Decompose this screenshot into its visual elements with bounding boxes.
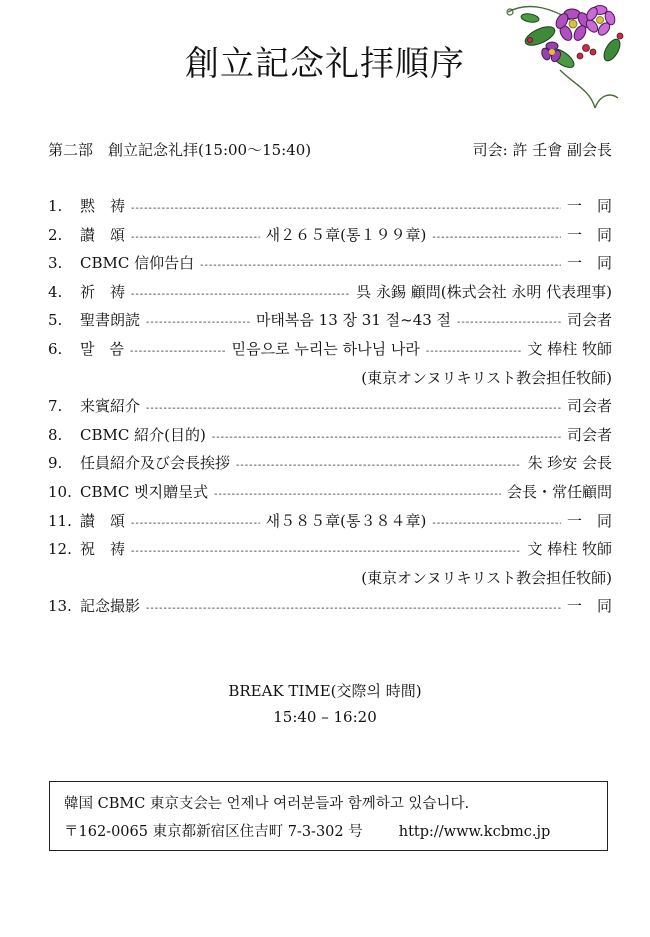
leader-dots <box>212 426 561 444</box>
item-number: 11. <box>48 511 72 530</box>
item-title: 記念撮影 <box>80 597 141 616</box>
program-row <box>48 510 612 539</box>
footer-address: 〒162-0065 東京都新宿区住吉町 7-3-302 号 <box>64 824 363 840</box>
item-number: 5. <box>48 311 63 330</box>
item-number: 9. <box>48 454 63 473</box>
item-number: 7. <box>48 397 63 416</box>
leader-dots <box>432 512 561 530</box>
program-row <box>48 252 612 281</box>
item-responsible: 司会者 <box>566 311 612 330</box>
leader-dots <box>146 397 561 415</box>
item-number: 6. <box>48 339 63 358</box>
program-row <box>48 281 612 310</box>
program-row <box>48 595 612 624</box>
program-row <box>48 395 612 424</box>
footer-info-box <box>49 781 608 851</box>
item-title: 祈 祷 <box>80 282 126 301</box>
program-list <box>48 195 612 624</box>
service-part-title: 第二部 創立記念礼拝(15:00～15:40) <box>48 141 312 159</box>
item-responsible: 一 同 <box>566 225 612 244</box>
leader-dots <box>432 226 561 244</box>
item-detail: 믿음으로 누리는 하나님 나라 <box>231 339 420 358</box>
leader-dots <box>457 311 561 329</box>
item-title: 聖書朗読 <box>80 311 141 330</box>
item-title: 말 씀 <box>80 339 124 358</box>
item-detail: 새２６５章(통１９９章) <box>265 225 427 244</box>
item-responsible: 司会者 <box>566 397 612 416</box>
item-responsible: 一 同 <box>566 597 612 616</box>
leader-dots <box>131 197 561 215</box>
item-responsible-affiliation: (東京オンヌリキリスト教会担任牧師) <box>361 568 612 587</box>
item-title: 祝 祷 <box>80 540 126 559</box>
item-number: 3. <box>48 254 63 273</box>
item-number: 13. <box>48 597 72 616</box>
leader-dots <box>146 597 561 615</box>
item-number: 8. <box>48 425 63 444</box>
program-row <box>48 538 612 567</box>
program-row <box>48 195 612 224</box>
item-responsible: 呉 永錫 顧問(株式会社 永明 代表理事) <box>356 282 612 301</box>
program-row <box>48 338 612 367</box>
item-title: 任員紹介及び会長挨拶 <box>80 454 231 473</box>
item-title: 讃 頌 <box>80 511 126 530</box>
item-responsible: 一 同 <box>566 254 612 273</box>
program-row <box>48 481 612 510</box>
break-time-range: 15:40 – 16:20 <box>273 708 377 726</box>
page-title: 創立記念礼拝順序 <box>185 44 465 84</box>
item-responsible: 一 同 <box>566 511 612 530</box>
leader-dots <box>131 283 350 301</box>
program-row-continuation <box>48 567 612 596</box>
item-title: CBMC 벳지贈呈式 <box>80 482 209 501</box>
item-number: 4. <box>48 282 63 301</box>
leader-dots <box>131 226 260 244</box>
item-detail: 마태복음 13 장 31 절~43 절 <box>255 311 452 330</box>
item-responsible-affiliation: (東京オンヌリキリスト教会担任牧師) <box>361 368 612 387</box>
program-row <box>48 309 612 338</box>
break-time-section <box>0 678 650 730</box>
leader-dots <box>236 454 521 472</box>
leader-dots <box>200 254 561 272</box>
leader-dots <box>214 483 501 501</box>
footer-website-link[interactable]: http://www.kcbmc.jp <box>398 824 551 840</box>
item-responsible: 司会者 <box>566 425 612 444</box>
leader-dots <box>131 540 521 558</box>
leader-dots <box>131 512 260 530</box>
program-row <box>48 224 612 253</box>
program-row <box>48 424 612 453</box>
item-responsible: 文 棒柱 牧師 <box>527 540 612 559</box>
item-responsible: 文 棒柱 牧師 <box>527 339 612 358</box>
program-row <box>48 452 612 481</box>
program-row-continuation <box>48 367 612 396</box>
leader-dots <box>130 340 226 358</box>
item-title: 黙 祷 <box>80 197 126 215</box>
item-detail: 새５８５章(통３８４章) <box>265 511 427 530</box>
flower-decoration-icon <box>500 0 630 112</box>
item-responsible: 一 同 <box>566 197 612 215</box>
item-number: 10. <box>48 482 72 501</box>
item-number: 12. <box>48 540 72 559</box>
leader-dots <box>426 340 522 358</box>
footer-message: 韓国 CBMC 東京支会는 언제나 여러분들과 함께하고 있습니다. <box>64 796 470 812</box>
item-number: 2. <box>48 225 63 244</box>
item-title: 讃 頌 <box>80 225 126 244</box>
item-responsible: 朱 珍安 会長 <box>527 454 612 473</box>
presider: 司会: 許 壬會 副会長 <box>472 141 612 159</box>
item-responsible: 会長・常任顧問 <box>506 482 612 501</box>
item-title: 来賓紹介 <box>80 397 141 416</box>
service-header <box>48 139 612 163</box>
break-time-label: BREAK TIME(交際의 時間) <box>228 682 422 700</box>
item-title: CBMC 紹介(目的) <box>80 425 206 444</box>
item-number: 1. <box>48 197 63 215</box>
item-title: CBMC 信仰告白 <box>80 254 195 273</box>
leader-dots <box>146 311 250 329</box>
